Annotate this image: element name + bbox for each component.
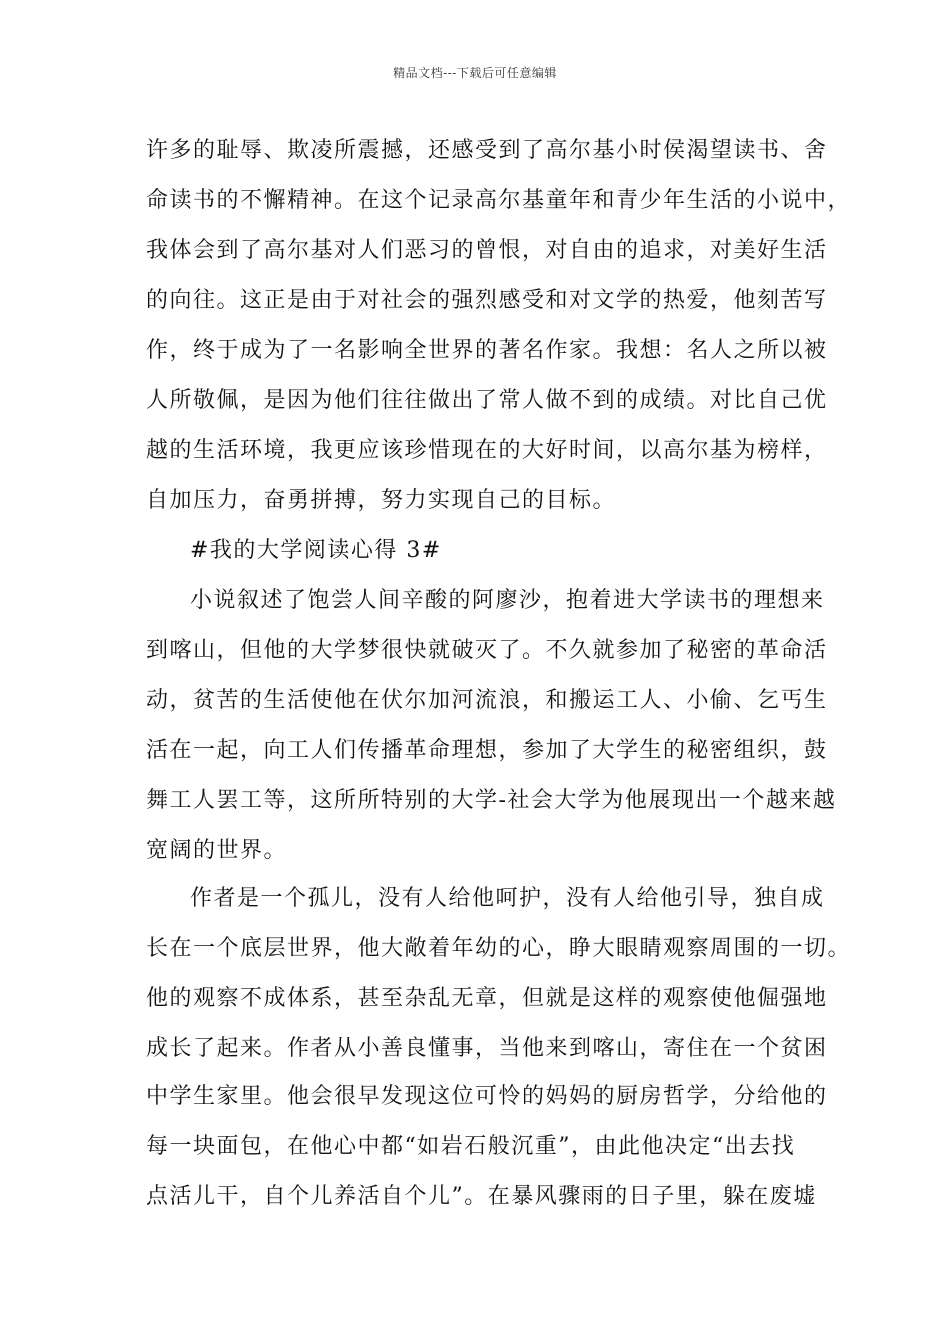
text-line: 的向往。这正是由于对社会的强烈感受和对文学的热爱，他刻苦写 (146, 288, 828, 313)
text-line: 命读书的不懈精神。在这个记录高尔基童年和青少年生活的小说中， (146, 188, 852, 213)
text-line: 自加压力，奋勇拼搏，努力实现自己的目标。 (146, 488, 617, 513)
text-line: 作，终于成为了一名影响全世界的著名作家。我想：名人之所以被 (146, 338, 828, 363)
text-line: 活在一起，向工人们传播革命理想，参加了大学生的秘密组织，鼓 (146, 738, 828, 763)
text-line: 长在一个底层世界，他大敞着年幼的心，睁大眼睛观察周围的一切。 (146, 936, 852, 961)
text-line: 成长了起来。作者从小善良懂事，当他来到喀山，寄住在一个贫困 (146, 1036, 828, 1061)
text-line: 舞工人罢工等，这所所特别的大学-社会大学为他展现出一个越来越 (146, 788, 837, 813)
text-line: 许多的耻辱、欺凌所震撼，还感受到了高尔基小时侯渴望读书、舍 (146, 138, 828, 163)
text-line: 中学生家里。他会很早发现这位可怜的妈妈的厨房哲学，分给他的 (146, 1084, 828, 1109)
text-line: 每一块面包，在他心中都“如岩石般沉重”，由此他决定“出去找 (146, 1134, 796, 1159)
text-line: 动，贫苦的生活使他在伏尔加河流浪，和搬运工人、小偷、乞丐生 (146, 688, 828, 713)
text-line: 小说叙述了饱尝人间辛酸的阿廖沙，抱着进大学读书的理想来 (190, 588, 825, 613)
text-line: 人所敬佩，是因为他们往往做出了常人做不到的成绩。对比自己优 (146, 388, 828, 413)
text-line: 作者是一个孤儿，没有人给他呵护，没有人给他引导，独自成 (190, 886, 825, 911)
text-line: 到喀山，但他的大学梦很快就破灭了。不久就参加了秘密的革命活 (146, 638, 828, 663)
text-line: 点活儿干，自个儿养活自个儿”。在暴风骤雨的日子里，躲在废墟 (146, 1184, 817, 1209)
text-line: 我体会到了高尔基对人们恶习的曾恨，对自由的追求，对美好生活 (146, 238, 828, 263)
text-line: 越的生活环境，我更应该珍惜现在的大好时间，以高尔基为榜样， (146, 438, 828, 463)
text-line: 宽阔的世界。 (146, 838, 288, 863)
text-line: 他的观察不成体系，甚至杂乱无章，但就是这样的观察使他倔强地 (146, 986, 828, 1011)
page-header: 精品文档---下载后可任意编辑 (393, 66, 557, 80)
section-heading: #我的大学阅读心得 3# (190, 538, 442, 563)
